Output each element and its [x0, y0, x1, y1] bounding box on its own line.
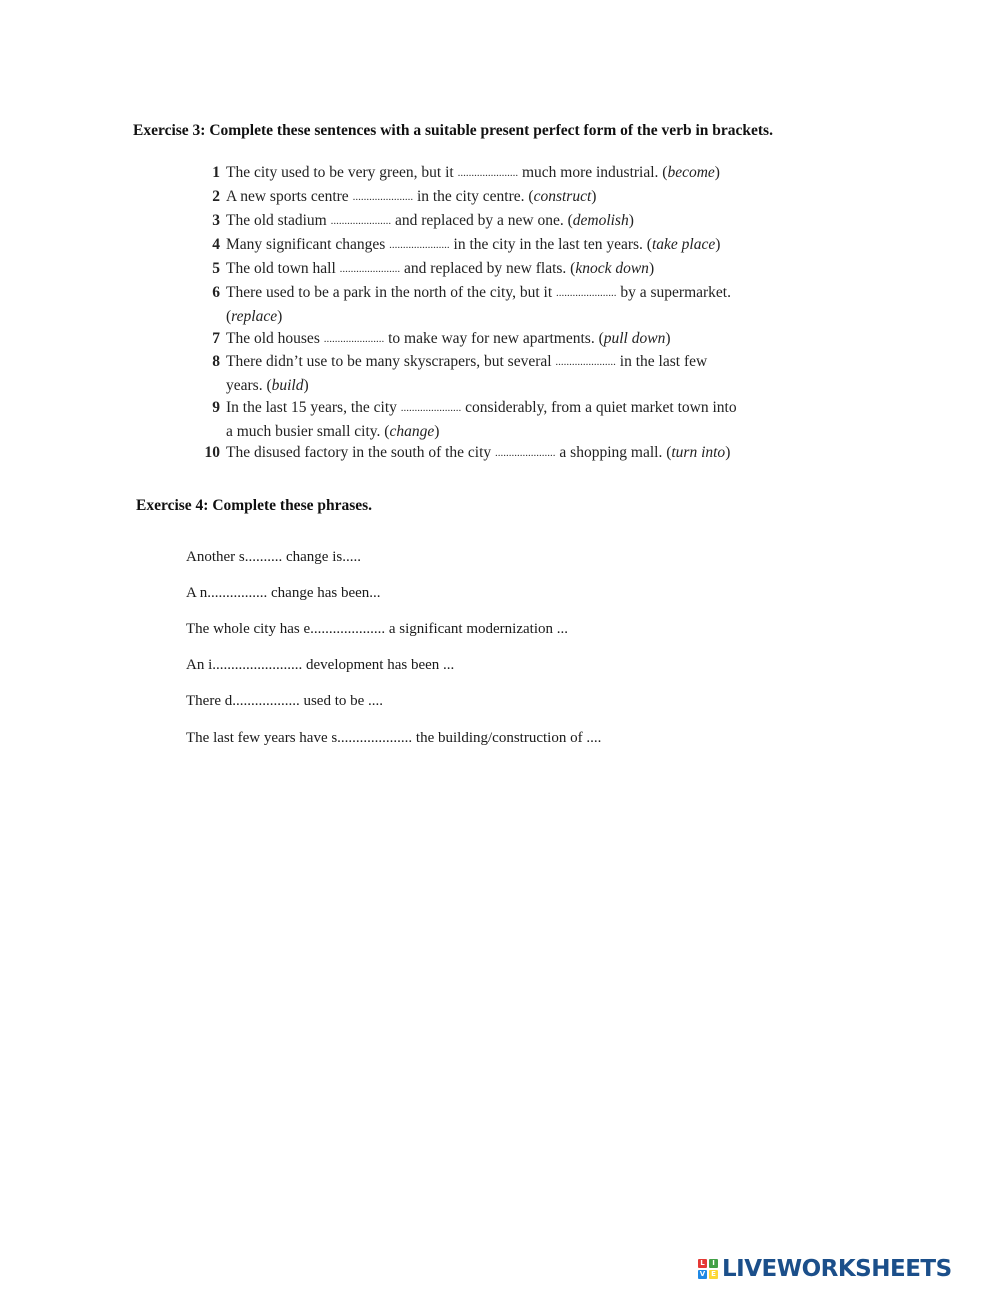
item-sentence	[226, 209, 836, 233]
answer-blank[interactable]: ......................	[555, 356, 616, 368]
item-number: 2	[212, 188, 220, 205]
sentence-line: The disused factory in the south of the city ...................... a shopping mall. (turn into)	[226, 444, 731, 461]
verb-hint: replace	[231, 308, 278, 325]
item-number: 3	[212, 212, 220, 229]
item-number: 4	[212, 236, 220, 253]
verb-hint: take place	[651, 236, 716, 253]
sentence-line: (replace)	[226, 308, 283, 325]
verb-hint: knock down	[575, 260, 649, 277]
verb-hint: become	[667, 164, 715, 181]
liveworksheets-logo	[698, 1255, 952, 1283]
sentence-line: The old stadium ...................... and replaced by a new one. (demolish)	[226, 212, 634, 229]
item-number: 10	[204, 444, 220, 461]
exercise-4-phrase[interactable]: The whole city has e.................... a significant modernization ...	[186, 621, 568, 637]
item-number: 8	[212, 353, 220, 370]
answer-blank[interactable]: ......................	[389, 239, 450, 251]
sentence-line: There didn’t use to be many skyscrapers, but several ...................... in the last few	[226, 353, 708, 370]
answer-blank[interactable]: ......................	[556, 287, 617, 299]
answer-blank[interactable]: ......................	[352, 191, 414, 203]
verb-hint: build	[271, 377, 304, 394]
answer-blank[interactable]: ......................	[400, 402, 462, 414]
exercise-4-phrase[interactable]: There d.................. used to be ....	[186, 693, 384, 709]
answer-blank[interactable]: ......................	[457, 167, 519, 179]
verb-hint: change	[389, 423, 435, 440]
verb-hint: construct	[533, 188, 592, 205]
item-sentence	[226, 185, 836, 209]
item-sentence	[226, 441, 836, 465]
verb-hint: demolish	[572, 212, 629, 229]
item-sentence	[226, 350, 836, 397]
exercise-4-heading: Exercise 4: Complete these phrases.	[136, 497, 373, 514]
exercise-4-phrase[interactable]: A n................ change has been...	[186, 585, 381, 601]
answer-blank[interactable]: ......................	[330, 215, 392, 227]
answer-blank[interactable]: ......................	[323, 333, 385, 345]
item-number: 7	[212, 330, 220, 347]
sentence-line: years. (build)	[226, 377, 309, 394]
item-number: 9	[212, 399, 220, 416]
answer-blank[interactable]: ......................	[495, 447, 556, 459]
sentence-line: In the last 15 years, the city ...................... considerably, from a quiet market town into	[226, 399, 737, 416]
verb-hint: pull down	[603, 330, 666, 347]
item-number: 5	[212, 260, 220, 277]
liveworksheets-logo-text: LIVEWORKSHEETS	[722, 1256, 952, 1282]
item-sentence	[226, 396, 836, 443]
item-sentence	[226, 161, 836, 185]
exercise-4-phrase[interactable]: The last few years have s.................... the building/construction of ....	[186, 730, 602, 746]
verb-hint: turn into	[671, 444, 726, 461]
sentence-line: a much busier small city. (change)	[226, 423, 440, 440]
exercise-3-heading: Exercise 3: Complete these sentences with a suitable present perfect form of the verb in brackets.	[133, 122, 773, 139]
sentence-line: Many significant changes ...................... in the city in the last ten years. (take place)	[226, 236, 721, 253]
sentence-line: There used to be a park in the north of the city, but it ...................... by a supermarket.	[226, 284, 731, 301]
item-number: 1	[212, 164, 220, 181]
item-sentence	[226, 327, 836, 351]
item-sentence	[226, 257, 836, 281]
sentence-line: The old town hall ...................... and replaced by new flats. (knock down)	[226, 260, 655, 277]
exercise-4-phrase[interactable]: An i........................ development has been ...	[186, 657, 455, 673]
item-sentence	[226, 233, 836, 257]
sentence-line: A new sports centre ...................... in the city centre. (construct)	[226, 188, 597, 205]
exercise-4-phrase[interactable]: Another s.......... change is.....	[186, 549, 361, 565]
sentence-line: The city used to be very green, but it ...................... much more industrial. (become)	[226, 164, 720, 181]
item-number: 6	[212, 284, 220, 301]
sentence-line: The old houses ...................... to make way for new apartments. (pull down)	[226, 330, 671, 347]
item-sentence	[226, 281, 836, 328]
answer-blank[interactable]: ......................	[339, 263, 401, 275]
liveworksheets-logo-icon: L I V E	[698, 1259, 718, 1279]
